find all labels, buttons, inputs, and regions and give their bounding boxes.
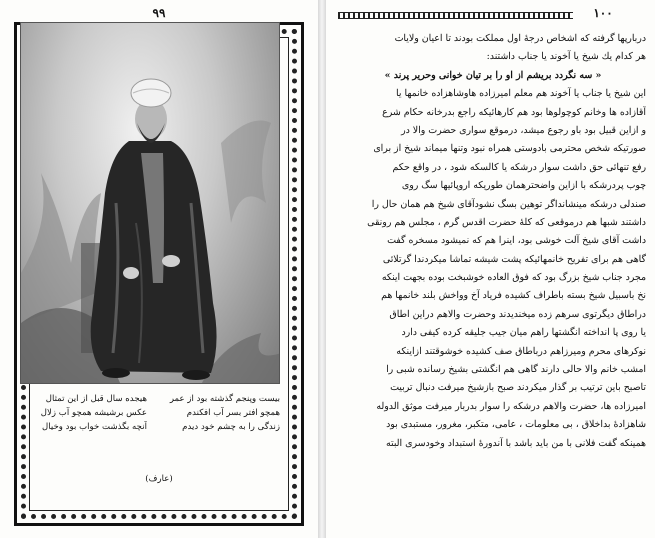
poem-line: بیست وپنجم گذشته بود از عمر — [169, 394, 280, 404]
text-line: هر کدام یك شیخ یا آخوند یا جناب داشتند: — [486, 51, 646, 63]
poem-line: عکس برشیشه همچو آب زلال — [40, 408, 147, 418]
text-line: داشت آقای شیخ آلت خوشی بود، اینرا هم که نمیشود مسخره گفت — [387, 235, 646, 247]
text-line: دراطاق دیگرتوی سرهم زده میخندیدند وحضرت والاهم دراین اطاق — [389, 308, 646, 320]
header-ornament — [338, 12, 573, 19]
poem-left-column — [22, 392, 147, 434]
text-line: صندلی درشکه مینشانداگر توهین بسگ نشودآقای شیخ هم همان حال را — [371, 198, 646, 210]
text-line: داشتند شبها هم درموقعی که کلهٔ حضرت اقدس گرم ، مجلس هم رونقی — [367, 216, 646, 228]
body-text — [340, 30, 646, 453]
text-line: تاصبح باین ترتیب بر گذار میکردند صبح بازشیخ میرفت دنبال تربیت — [390, 382, 646, 394]
poem-right-column — [155, 392, 280, 434]
poem-line: زندگی را به چشم خود دیدم — [182, 422, 280, 432]
left-page — [0, 0, 318, 538]
poem — [22, 392, 280, 472]
portrait-illustration — [21, 23, 280, 384]
text-line: رفع تنهائی حق داشت سوار درشکه یا کالسکه شود ، در واقع حکم — [392, 161, 646, 173]
text-line: نخ باسبیل شیخ بسته باطراف کشیده فریاد آخ وواخش بلند خانمها هم — [381, 290, 646, 302]
portrait-photo — [20, 22, 280, 384]
text-line: دربارپها گرفته که اشخاص درجهٔ اول مملکت بودند تا اعیان ولایات — [394, 33, 646, 44]
book-gutter — [318, 0, 326, 538]
text-line: امشب خانم والا حالی دارند گاهی هم انگشتی بشیخ رسانده شبی را — [386, 364, 646, 376]
page-number-right: ۱۰۰ — [593, 6, 613, 20]
verse-line: « سه نگردد بریشم از او را بر تیان خوانی وحریر پرند » — [384, 69, 602, 81]
text-line: شاهزادهٔ بداخلاق ، بی معلومات ، عامی، متکبر، مغرور، مستبدی بود — [386, 419, 646, 431]
text-line: صورتیکه شخص محترمی بادوستی همراه نبود وتنها میماند شیخ از برای — [373, 143, 646, 155]
text-line: یا روی پا انداخته انگشتها راهم میان جیب جلیقه کرده کیفی دارد — [401, 327, 646, 339]
poem-attribution: (عارف) — [145, 474, 173, 484]
text-line: چوب پردرشکه با ازاین واضحترهمان طوریکه اروپائیها سگ روی — [401, 180, 646, 192]
text-line: نوکرهای محرم ومیرزاهم درباطاق صف کشیده خوشوقتند ازاینکه — [396, 345, 646, 357]
page-number-left: ۹۹ — [152, 6, 166, 20]
text-line: گاهی هم برای تفریح خانمهائیکه پشت شیشه تماشا میکردندا گرتلائی — [382, 253, 646, 265]
poem-line: همچو افتر بسر آب افکندم — [186, 408, 280, 418]
text-line: این شیخ یا جناب یا آخوند هم معلم امیرزاده هاوشاهزاده خانمها یا — [396, 88, 646, 100]
text-line: همینکه گفت فلانی با من باید باشد با آندورهٔ استبداد وخودسری البته — [385, 437, 646, 449]
text-line: و ازاین قبیل بود باو رجوع میشد، درموقع سواری حضرت والا در — [401, 124, 646, 136]
right-page — [326, 0, 655, 538]
text-line: آقازاده ها وخانم کوچولوها بود هم کارهائیکه راجع بدرخانه حکام شرع — [382, 106, 646, 118]
poem-line: هیجده سال قبل از این تمثال — [45, 394, 147, 404]
poem-line: آنچه بگذشت خواب بود وخیال — [42, 422, 147, 432]
text-line: امیرزاده ها، حضرت والاهم درشکه را سوار بدربار میرفت موثق الدوله — [376, 400, 646, 412]
text-line: مجرد جناب شیخ بزرگ بود که فوق العاده خوشبخت بوده بجهت اینکه — [381, 272, 646, 284]
